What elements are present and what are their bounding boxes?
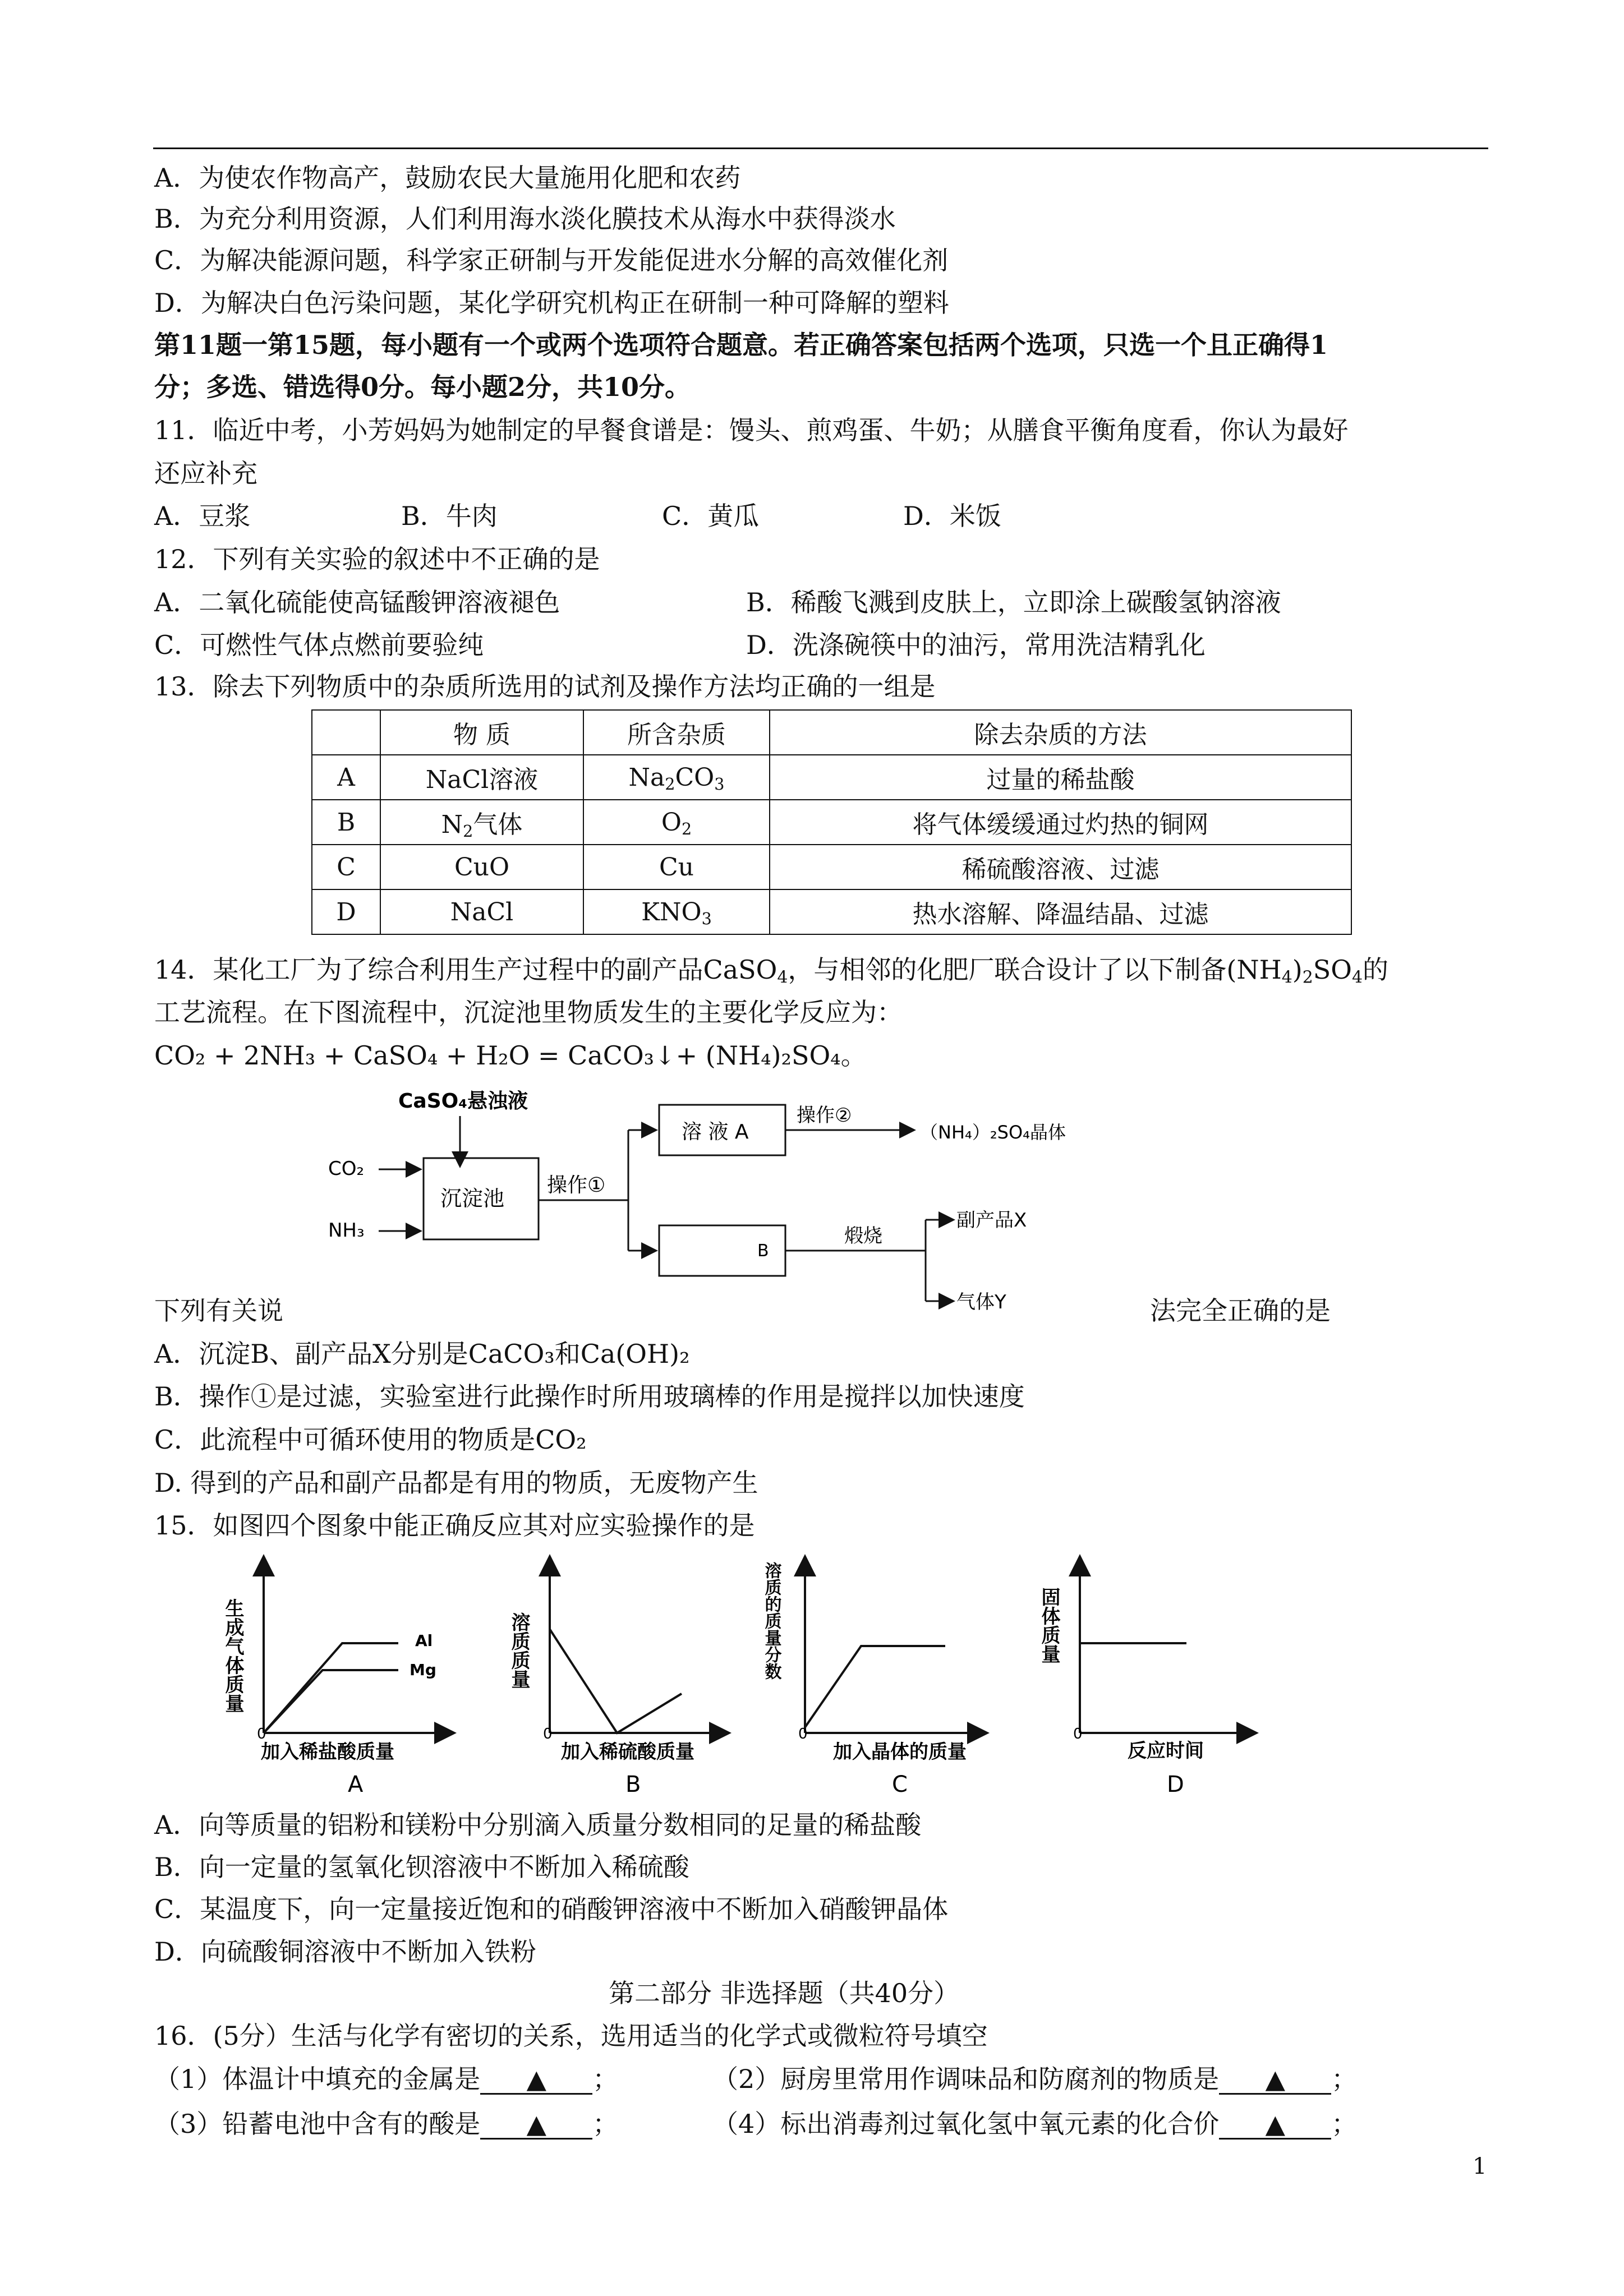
q16-item-1: （1）体温计中填充的金属是 ▲ ； — [154, 2064, 619, 2094]
row-label: B — [312, 800, 380, 845]
q14-option-c: C．此流程中可循环使用的物质是CO₂ — [154, 1424, 587, 1455]
table-header-row — [312, 710, 1351, 755]
q16-stem: 16．(5分）生活与化学有密切的关系，选用适当的化学式或微粒符号填空 — [154, 2021, 988, 2051]
graph-a-mg-label: Mg — [410, 1661, 436, 1679]
page-number: 1 — [1473, 2154, 1487, 2179]
impurity-cell: $KNO_3$ — [583, 889, 770, 934]
q12-stem: 12．下列有关实验的叙述中不正确的是 — [154, 544, 600, 574]
part2-title: 第二部分 非选择题（共40分） — [609, 1978, 960, 2008]
method-cell: 稀硫酸溶液、过滤 — [770, 845, 1351, 889]
graph-c-xlabel: 加入晶体的质量 — [833, 1741, 967, 1763]
graph-a-caption: A — [348, 1772, 364, 1797]
row-label: A — [312, 755, 380, 800]
q15-option-b: B．向一定量的氢氧化钡溶液中不断加入稀硫酸 — [154, 1852, 689, 1882]
answer-blank[interactable]: ▲ — [1219, 2110, 1331, 2140]
method-cell: 将气体缓缓通过灼热的铜网 — [770, 800, 1351, 845]
graph-b-caption: B — [625, 1772, 641, 1797]
q15-option-a: A．向等质量的铝粉和镁粉中分别滴入质量分数相同的足量的稀盐酸 — [154, 1810, 922, 1840]
q15-stem: 15．如图四个图象中能正确反应其对应实验操作的是 — [154, 1510, 755, 1541]
substance-cell: $N_2$气体 — [380, 800, 583, 845]
graph-b-origin: 0 — [543, 1726, 553, 1742]
substance-cell: NaCl溶液 — [380, 755, 583, 800]
q11-stem-line2: 还应补充 — [154, 458, 257, 488]
table-header-cell: 除去杂质的方法 — [770, 710, 1351, 755]
graph-b-line — [550, 1629, 682, 1733]
q11-option-d: D．米饭 — [903, 501, 1001, 531]
graph-b — [508, 1556, 729, 1797]
precipitate-b-label: B — [757, 1241, 769, 1261]
solution-a-label: 溶 液 A — [682, 1121, 749, 1144]
q16-item-4: （4）标出消毒剂过氧化氢中氧元素的化合价 ▲ ； — [712, 2109, 1358, 2139]
q14-lead-in-left: 下列有关说 — [154, 1295, 283, 1326]
byproduct-x-label: 副产品X — [956, 1209, 1027, 1232]
q12-option-b: B．稀酸飞溅到皮肤上，立即涂上碳酸氢钠溶液 — [746, 587, 1281, 617]
q12-option-c: C．可燃性气体点燃前要验纯 — [154, 630, 484, 660]
q10-option-a: A．为使农作物高产，鼓励农民大量施用化肥和农药 — [154, 163, 741, 193]
table-header-cell: 所含杂质 — [583, 710, 770, 755]
q15-option-d: D．向硫酸铜溶液中不断加入铁粉 — [154, 1937, 536, 1967]
graph-d-caption: D — [1167, 1772, 1184, 1797]
q10-option-d: D．为解决白色污染问题，某化学研究机构正在研制一种可降解的塑料 — [154, 288, 949, 318]
section-note-line2: 分；多选、错选得0分。每小题2分，共10分。 — [154, 372, 691, 402]
header-rule — [153, 147, 1488, 149]
q11-option-a: A．豆浆 — [154, 501, 251, 531]
method-cell: 热水溶解、降温结晶、过滤 — [770, 889, 1351, 934]
table-row — [312, 845, 1351, 889]
row-label: D — [312, 889, 380, 934]
q14-stem-line2: 工艺流程。在下图流程中，沉淀池里物质发生的主要化学反应为： — [154, 997, 903, 1027]
graph-d-origin: 0 — [1073, 1726, 1083, 1742]
answer-blank[interactable]: ▲ — [1219, 2065, 1331, 2095]
row-label: C — [312, 845, 380, 889]
substance-cell: CuO — [380, 845, 583, 889]
q10-option-c: C．为解决能源问题，科学家正研制与开发能促进水分解的高效催化剂 — [154, 245, 949, 275]
substance-cell: NaCl — [380, 889, 583, 934]
q13-stem: 13．除去下列物质中的杂质所选用的试剂及操作方法均正确的一组是 — [154, 671, 936, 702]
q11-stem-line1: 11．临近中考，小芳妈妈为她制定的早餐食谱是：馒头、煎鸡蛋、牛奶；从膳食平衡角度看，你认为最好 — [154, 415, 1349, 445]
graph-b-xlabel: 加入稀硫酸质量 — [561, 1741, 694, 1763]
answer-blank[interactable]: ▲ — [480, 2110, 592, 2140]
impurity-cell: Cu — [583, 845, 770, 889]
q14-equation: CO₂ + 2NH₃ + CaSO₄ + H₂O = CaCO₃↓+ (NH₄)₂SO₄。 — [154, 1040, 867, 1071]
caso4-suspension-label: CaSO₄悬浊液 — [398, 1090, 528, 1113]
co2-input-label: CO₂ — [328, 1158, 365, 1180]
operation-2-label: 操作② — [797, 1104, 852, 1127]
q12-option-a: A．二氧化硫能使高锰酸钾溶液褪色 — [154, 587, 560, 617]
q10-option-b: B．为充分利用资源，人们利用海水淡化膜技术从海水中获得淡水 — [154, 204, 896, 234]
q14-option-a: A．沉淀B、副产品X分别是CaCO₃和Ca(OH)₂ — [154, 1339, 690, 1369]
graph-d-xlabel: 反应时间 — [1128, 1740, 1204, 1762]
graph-a-al-line — [264, 1643, 398, 1733]
q14-flow-diagram — [314, 1085, 1167, 1321]
graph-a-xlabel: 加入稀盐酸质量 — [261, 1741, 394, 1763]
q15-option-c: C．某温度下，向一定量接近饱和的硝酸钾溶液中不断加入硝酸钾晶体 — [154, 1894, 949, 1924]
graph-a — [222, 1556, 454, 1797]
q16-item-3: （3）铅蓄电池中含有的酸是 ▲ ； — [154, 2109, 619, 2139]
q16-item-2: （2）厨房里常用作调味品和防腐剂的物质是 ▲ ； — [712, 2064, 1358, 2094]
graph-c — [762, 1556, 988, 1797]
nh3-input-label: NH₃ — [328, 1219, 365, 1242]
q14-stem-line1: 14．某化工厂为了综合利用生产过程中的副产品CaSO$_4$，与相邻的化肥厂联合设计了以下制备$(NH_4)_2SO_4$的 — [154, 955, 1389, 988]
graph-d — [1038, 1556, 1257, 1797]
graph-c-caption: C — [892, 1772, 908, 1797]
table-row — [312, 755, 1351, 800]
graph-c-line — [805, 1646, 945, 1727]
q12-option-d: D．洗涤碗筷中的油污，常用洗洁精乳化 — [746, 630, 1206, 660]
graph-b-ylabel: 溶质质量 — [508, 1612, 530, 1689]
graph-d-ylabel: 固体质量 — [1038, 1587, 1060, 1663]
impurity-cell: $Na_2CO_3$ — [583, 755, 770, 800]
answer-blank[interactable]: ▲ — [480, 2065, 592, 2095]
q11-option-b: B．牛肉 — [401, 501, 498, 531]
table-header-cell — [312, 710, 380, 755]
graph-a-origin: 0 — [257, 1726, 266, 1742]
precipitation-tank-label: 沉淀池 — [440, 1186, 505, 1211]
impurity-cell: $O_2$ — [583, 800, 770, 845]
q11-option-c: C．黄瓜 — [662, 501, 760, 531]
graph-c-origin: 0 — [798, 1726, 808, 1742]
graph-a-mg-line — [264, 1670, 398, 1733]
calcine-label: 煅烧 — [844, 1225, 882, 1247]
q14-lead-in-right: 法完全正确的是 — [1150, 1295, 1331, 1326]
operation-1-label: 操作① — [547, 1174, 606, 1197]
table-header-cell: 物 质 — [380, 710, 583, 755]
graph-a-al-label: Al — [415, 1631, 433, 1650]
q13-table — [311, 709, 1352, 935]
graph-c-ylabel: 溶质的质量分数 — [761, 1562, 781, 1680]
q14-option-d: D. 得到的产品和副产品都是有用的物质，无废物产生 — [154, 1468, 758, 1498]
q15-graphs — [224, 1545, 1290, 1797]
gas-y-label: 气体Y — [956, 1291, 1006, 1313]
table-row — [312, 800, 1351, 845]
q14-option-b: B．操作①是过滤，实验室进行此操作时所用玻璃棒的作用是搅拌以加快速度 — [154, 1381, 1025, 1412]
method-cell: 过量的稀盐酸 — [770, 755, 1351, 800]
graph-a-ylabel: 生成气体质量 — [222, 1598, 244, 1713]
product-label: （NH₄）₂SO₄晶体 — [920, 1122, 1066, 1143]
section-note-line1: 第11题一第15题，每小题有一个或两个选项符合题意。若正确答案包括两个选项，只选一个且正确得1 — [154, 330, 1328, 360]
table-row — [312, 889, 1351, 934]
